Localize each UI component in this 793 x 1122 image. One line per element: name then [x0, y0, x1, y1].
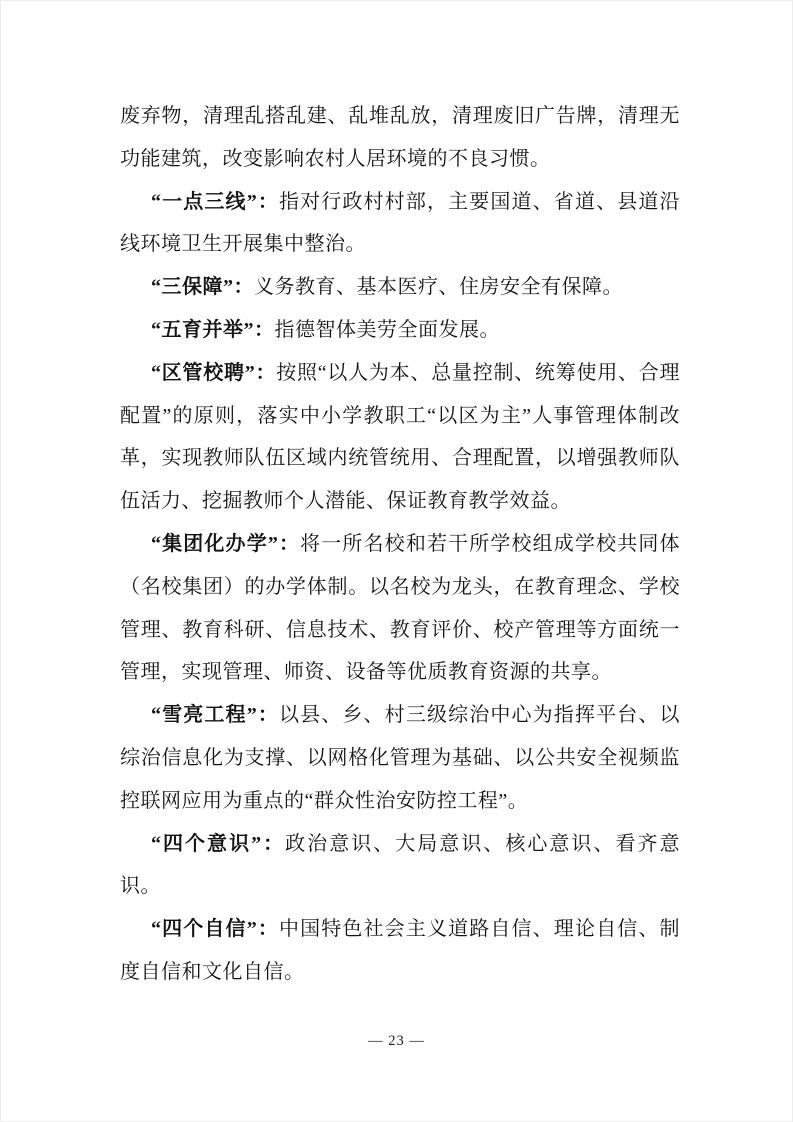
continuation-paragraph: 废弃物，清理乱搭乱建、乱堆乱放，清理废旧广告牌，清理无功能建筑，改变影响农村人居环境的不良习惯。: [120, 105, 680, 170]
glossary-term: “五育并举”：: [151, 318, 275, 341]
glossary-entry: [120, 352, 680, 523]
glossary-definition: 按照“以人为本、总量控制、统筹使用、合理配置”的原则，落实中小学教职工“以区为主”人事管理体制改革，实现教师队伍区域内统管统用、合理配置，以增强教师队伍活力、挖掘教师个人潜能、保证教育教学效益。: [120, 361, 680, 513]
glossary-entry: [120, 181, 680, 267]
glossary-definition: 指对行政村村部，主要国道、省道、县道沿线环境卫生开展集中整治。: [120, 190, 681, 256]
glossary-entry: [120, 523, 680, 694]
glossary-entry: [120, 823, 680, 909]
glossary-definition: 政治意识、大局意识、核心意识、看齐意识。: [120, 832, 681, 898]
glossary-definition: 义务教育、基本医疗、住房安全有保障。: [254, 276, 623, 299]
glossary-term: “四个自信”：: [151, 918, 279, 941]
glossary-term: “区管校聘”：: [151, 361, 277, 384]
glossary-definition: 中国特色社会主义道路自信、理论自信、制度自信和文化自信。: [120, 918, 681, 983]
glossary-entry: [120, 266, 680, 309]
glossary-term: “雪亮工程”：: [151, 704, 279, 727]
glossary-entry: [120, 908, 680, 994]
glossary-definition: 指德智体美劳全面发展。: [274, 318, 500, 341]
page-number: — 23 —: [368, 1033, 425, 1049]
glossary-term: “三保障”：: [151, 276, 254, 299]
glossary-term: “集团化办学”：: [151, 532, 301, 555]
glossary-definition: 以县、乡、村三级综治中心为指挥平台、以综治信息化为支撑、以网格化管理为基础、以公共安全视频监控联网应用为重点的“群众性治安防控工程”。: [120, 704, 681, 812]
glossary-definition: 将一所名校和若干所学校组成学校共同体（名校集团）的办学体制。以名校为龙头，在教育理念、学校管理、教育科研、信息技术、教育评价、校产管理等方面统一管理，实现管理、师资、设备等优质教育资源的共享。: [120, 532, 681, 684]
glossary-entry: [120, 309, 680, 352]
glossary-term: “四个意识”：: [151, 832, 286, 855]
document-body: [120, 95, 680, 994]
glossary-term: “一点三线”：: [151, 190, 279, 213]
glossary-entries: [120, 181, 680, 994]
glossary-entry: [120, 694, 680, 822]
